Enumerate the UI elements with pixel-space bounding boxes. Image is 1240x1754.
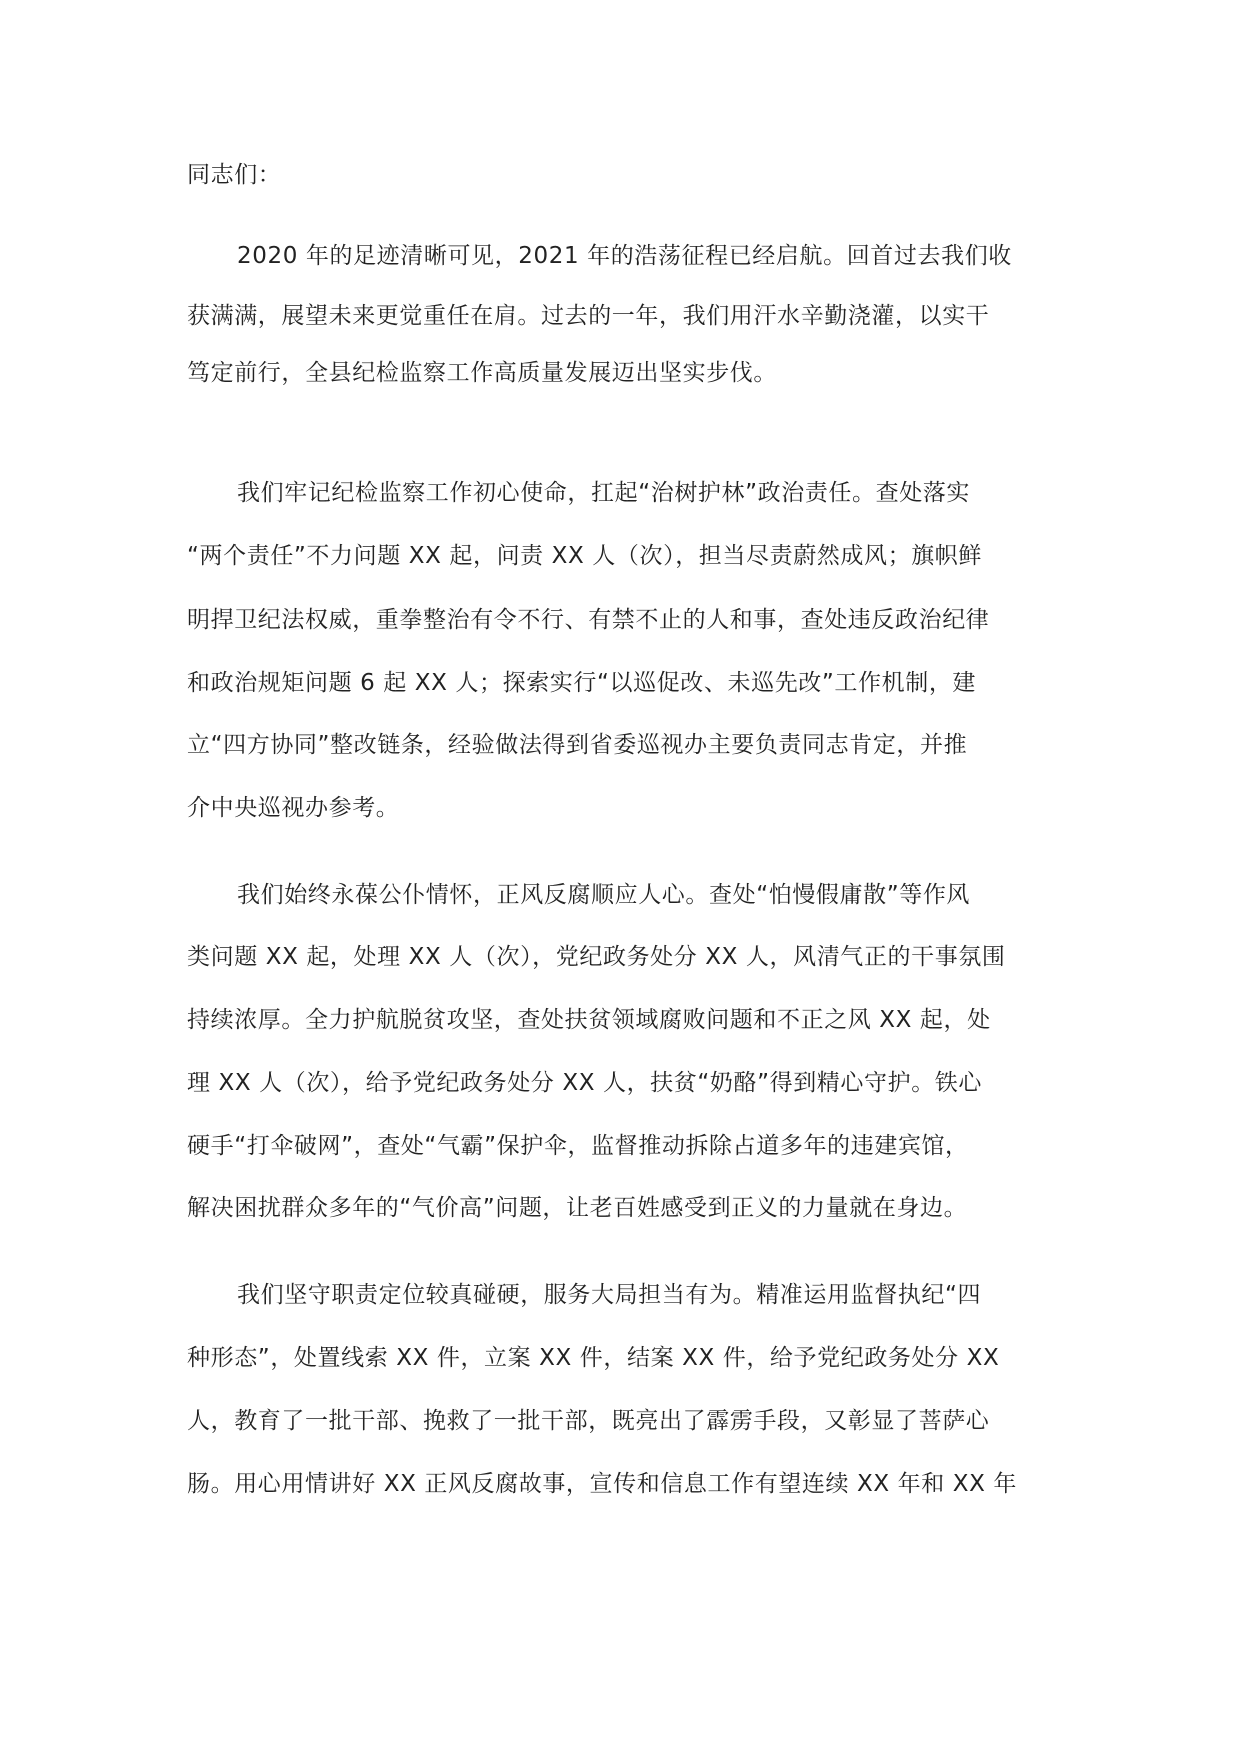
paragraph-line: 立“四方协同”整改链条，经验做法得到省委巡视办主要负责同志肯定，并推 xyxy=(187,732,968,758)
paragraph-line: 我们始终永葆公仆情怀，正风反腐顺应人心。查处“怕慢假庸散”等作风 xyxy=(237,882,971,908)
paragraph-line: 肠。用心用情讲好 XX 正风反腐故事，宣传和信息工作有望连续 XX 年和 XX 年 xyxy=(187,1471,1018,1497)
paragraph-line: 类问题 XX 起，处理 XX 人（次），党纪政务处分 XX 人，风清气正的干事氛围 xyxy=(187,944,1006,970)
paragraph-line: “两个责任”不力问题 XX 起，问责 XX 人（次），担当尽责蔚然成风；旗帜鲜 xyxy=(187,543,983,569)
paragraph-line: 介中央巡视办参考。 xyxy=(187,795,400,821)
paragraph-line: 明捍卫纪法权威，重拳整治有令不行、有禁不止的人和事，查处违反政治纪律 xyxy=(187,607,990,633)
paragraph-line: 硬手“打伞破网”，查处“气霸”保护伞，监督推动拆除占道多年的违建宾馆， xyxy=(187,1133,969,1159)
paragraph-line: 解决困扰群众多年的“气价高”问题，让老百姓感受到正义的力量就在身边。 xyxy=(187,1195,968,1221)
paragraph-line: 理 XX 人（次），给予党纪政务处分 XX 人，扶贫“奶酪”得到精心守护。铁心 xyxy=(187,1070,983,1096)
paragraph-line: 持续浓厚。全力护航脱贫攻坚，查处扶贫领域腐败问题和不正之风 XX 起，处 xyxy=(187,1007,991,1033)
paragraph-line: 人，教育了一批干部、挽救了一批干部，既亮出了霹雳手段，又彰显了菩萨心 xyxy=(187,1408,990,1434)
paragraph-line: 我们牢记纪检监察工作初心使命，扛起“治树护林”政治责任。查处落实 xyxy=(237,480,971,506)
paragraph-line: 2020 年的足迹清晰可见，2021 年的浩荡征程已经启航。回首过去我们收 xyxy=(237,243,1012,269)
paragraph-line: 和政治规矩问题 6 起 XX 人；探索实行“以巡促改、未巡先改”工作机制，建 xyxy=(187,670,977,696)
paragraph-line: 笃定前行，全县纪检监察工作高质量发展迈出坚实步伐。 xyxy=(187,360,777,386)
paragraph-line: 种形态”，处置线索 XX 件，立案 XX 件，结案 XX 件，给予党纪政务处分 XX xyxy=(187,1345,1000,1371)
paragraph-line: 获满满，展望未来更觉重任在肩。过去的一年，我们用汗水辛勤浇灌，以实干 xyxy=(187,303,990,329)
paragraph-line: 我们坚守职责定位较真碰硬，服务大局担当有为。精准运用监督执纪“四 xyxy=(237,1282,982,1308)
salutation: 同志们： xyxy=(187,162,282,188)
